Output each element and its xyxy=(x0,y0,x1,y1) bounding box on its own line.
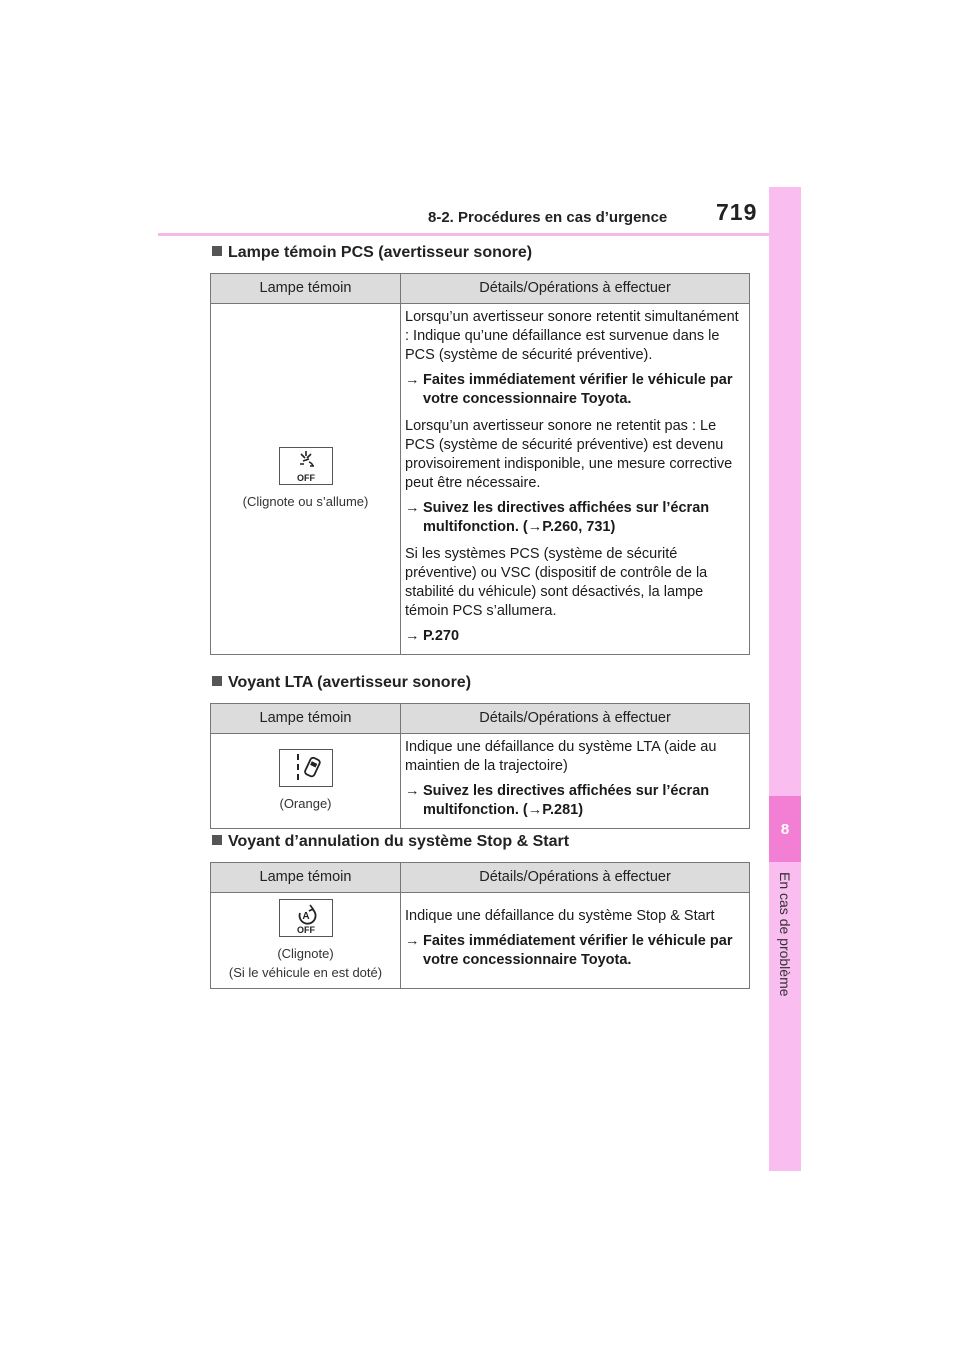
lamp-cell xyxy=(211,304,401,655)
square-bullet-icon xyxy=(212,835,222,845)
chapter-label: En cas de problème xyxy=(777,872,793,997)
action-item: → Faites immédiatement vérifier le véhicule par votre concessionnaire Toyota. xyxy=(405,933,733,968)
detail-text: Lorsqu’un avertisseur sonore retentit simultanément : Indique qu’une défaillance est survenue dans le PCS (système de sécurité préventive). xyxy=(405,309,739,363)
chapter-number: 8 xyxy=(769,796,801,862)
svg-text:OFF: OFF xyxy=(296,473,315,483)
svg-text:A: A xyxy=(301,911,310,922)
pcs-off-icon xyxy=(279,447,333,485)
page-number: 719 xyxy=(716,199,758,225)
svg-text:OFF: OFF xyxy=(296,925,315,935)
col-header-details: Détails/Opérations à effectuer xyxy=(401,704,750,734)
arrow-icon: → xyxy=(405,372,420,388)
lta-table xyxy=(210,703,750,829)
arrow-icon: → xyxy=(405,628,420,644)
detail-text: Indique une défaillance du système LTA (aide au maintien de la trajectoire) xyxy=(405,739,717,774)
details-cell xyxy=(401,893,750,989)
col-header-lamp: Lampe témoin xyxy=(211,274,401,304)
action-item: → Suivez les directives affichées sur l’écran multifonction. (→P.281) xyxy=(405,783,710,818)
col-header-lamp: Lampe témoin xyxy=(211,863,401,893)
lamp-cell xyxy=(211,734,401,829)
section-heading-pcs: Lampe témoin PCS (avertisseur sonore) xyxy=(212,244,532,262)
arrow-icon: → xyxy=(405,933,420,949)
col-header-details: Détails/Opérations à effectuer xyxy=(401,274,750,304)
col-header-lamp: Lampe témoin xyxy=(211,704,401,734)
pcs-table xyxy=(210,273,750,655)
detail-text: Lorsqu’un avertisseur sonore ne retentit pas : Le PCS (système de sécurité préventive) est devenu provisoirement indisponible, une mesure corrective peut être nécessaire. xyxy=(405,418,733,491)
col-header-details: Détails/Opérations à effectuer xyxy=(401,863,750,893)
details-cell xyxy=(401,304,750,655)
header-divider xyxy=(158,233,770,236)
lamp-caption: (Clignote ou s’allume) xyxy=(242,494,369,509)
action-item: → Faites immédiatement vérifier le véhicule par votre concessionnaire Toyota. xyxy=(405,372,733,407)
stop-start-table xyxy=(210,862,750,989)
arrow-icon: → xyxy=(405,500,420,516)
detail-text: Indique une défaillance du système Stop & Start xyxy=(405,908,715,924)
page-reference-link: P.270 xyxy=(423,628,460,644)
section-title: 8-2. Procédures en cas d’urgence xyxy=(428,209,668,226)
detail-text: Si les systèmes PCS (système de sécurité préventive) ou VSC (dispositif de contrôle de la stabilité du véhicule) sont désactivés, la lampe témoin PCS s’allumera. xyxy=(405,546,708,619)
section-heading-lta: Voyant LTA (avertisseur sonore) xyxy=(212,674,471,692)
square-bullet-icon xyxy=(212,246,222,256)
action-item xyxy=(405,627,745,646)
lamp-caption: (Orange) xyxy=(279,796,332,811)
lamp-cell xyxy=(211,893,401,989)
lamp-caption: (Si le véhicule en est doté) xyxy=(228,965,383,980)
lamp-caption: (Clignote) xyxy=(277,946,334,961)
action-item: → Suivez les directives affichées sur l’écran multifonction. (→P.260, 731) xyxy=(405,500,710,535)
lta-lane-icon xyxy=(279,749,333,787)
stop-start-off-icon xyxy=(279,899,333,937)
details-cell xyxy=(401,734,750,829)
arrow-icon: → xyxy=(405,783,420,799)
section-heading-stop-start: Voyant d’annulation du système Stop & Start xyxy=(212,833,569,851)
square-bullet-icon xyxy=(212,676,222,686)
